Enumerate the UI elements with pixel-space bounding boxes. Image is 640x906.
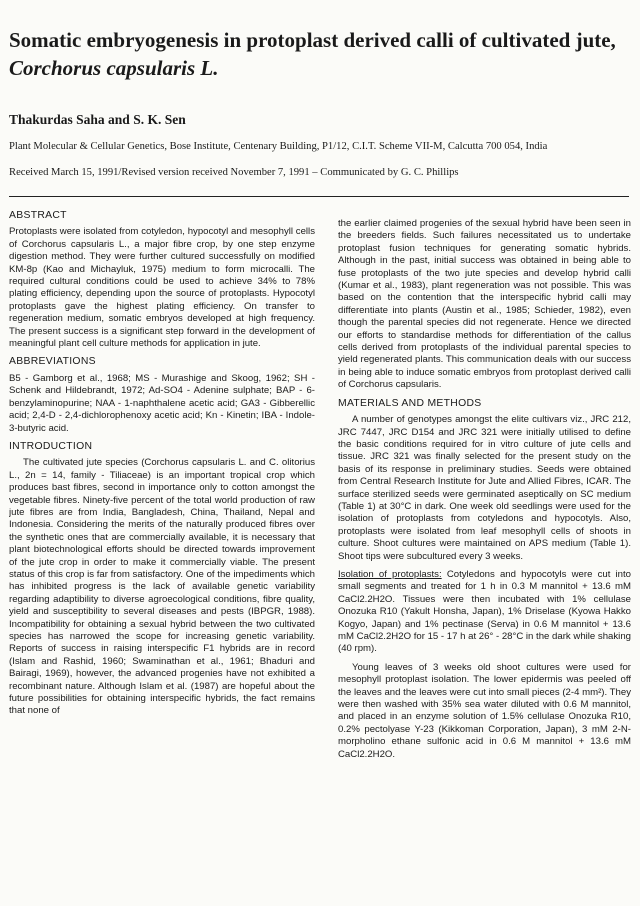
isolation-text: Cotyledons and hypocotyls were cut into small segments and treated for 1 h in 0.3 M mannitol + 13.6 mM CaCl2.2H2O. Tissues were then incubated with 1% cellulase Onozuka R10 (Yakult Honsha, Japan), 1% Driselase (Kyowa Hakko Kogyo, Japan) and 1% pectinase (Serva) in 0.6 M mannitol + 13.6 mM CaCl2.2H2O for 15 - 17 h at 26° - 28°C in the dark while shaking (40 rpm). — [338, 568, 631, 655]
affiliation: Plant Molecular & Cellular Genetics, Bose Institute, Centenary Building, P1/12, C.I.T. Scheme VII-M, Calcutta 700 054, India — [9, 141, 548, 152]
header-divider — [9, 196, 629, 197]
abstract-heading: ABSTRACT — [9, 210, 67, 221]
methods-paragraph-3: Young leaves of 3 weeks old shoot cultures were used for mesophyll protoplast isolation. The lower epidermis was peeled off the leaves and the leaves were cut into small pieces (2-4 mm²). They were then washed with 35% sea water diluted with 0.6 M mannitol, and placed in an enzyme solution of 1.5% cellulase Onozuka R10, 0.2% pectolyase Y-23 (Kikkoman Corporation, Japan), 3 mM 2-N-morpholino ethane sulfonic acid in 0.6 M mannitol + 13.6 mM CaCl2.2H2O. — [338, 661, 631, 760]
methods-heading: MATERIALS AND METHODS — [338, 397, 482, 409]
abbreviations-heading: ABBREVIATIONS — [9, 356, 96, 368]
introduction-continued-text: the earlier claimed progenies of the sexual hybrid have been seen in the breeders fields. Such failures necessitated us to undertake protoplast fusion techniques for generating somatic hybrids. Although in the past, initial success was obtained in being able to fuse protoplasts of the two jute species and develop hybrid calli (Kumar et al., 1983), plant regeneration was not possible. This was based on the contention that the interspecific hybrid calli may differentiate into plants (Austin et al., 1985; Schieder, 1982), even though the parental species did not regenerate. Hence we directed our efforts to standardise methods for differentiation of the callus cells derived from protoplasts of the individual parental species to yield regenerated plants. This communication deals with our success in being able to induce somatic embryos from protoplast derived calli of Corchorus capsularis. — [338, 218, 631, 391]
abstract-text: Protoplasts were isolated from cotyledon, hypocotyl and mesophyll cells of Corchorus capsularis L., a major fibre crop, by one step enzyme digestion method. They were further cultured successfully on modified KM-8p (Kao and Michayluk, 1975) medium to form microcalli. The required cultural conditions could be used to achieve 34% to 78% plating efficiency, depending upon the source of protoplasts. Hypocotyl protoplasts gave the highest plating efficiency. On transfer to regeneration medium, somatic embryos developed at high frequency. The present success is a significant step forward in the development of meaningful plant cell culture methods for application in jute. — [9, 226, 315, 350]
title-line-1: Somatic embryogenesis in protoplast derived calli of cultivated jute, — [9, 28, 616, 52]
received-dates: Received March 15, 1991/Revised version received November 7, 1991 – Communicated by G. C. Phillips — [9, 167, 459, 178]
title-line-2: Corchorus capsularis L. — [9, 56, 219, 80]
introduction-text: The cultivated jute species (Corchorus capsularis L. and C. olitorius L., 2n = 14, family - Tiliaceae) is an important tropical crop which produces bast fibres, second in importance only to cotton amongst the vegetable fibres. Ninety-five percent of the total world production of raw jute fibres are from India, Bangladesh, China, Thailand, Nepal and Indonesia. Considering the merits of the naturally produced fibres over the synthetic ones that are commercially available, it is necessary that plant biotechnological efforts should be directed towards improvement of the jute crop in order to make it commercially viable. The present status of this crop is far from satisfactory. One of the impediments which has inhibited progress is the lack of available genetic variability regarding adaptibility to diverse agroecological conditions, fibre quality, yield and susceptibility to several diseases and pests (IBPGR, 1988). Incompatibility for obtaining a sexual hybrid between the two cultivated species has narrowed the scope for increasing genetic variability. Reports of success in raising interspecific F1 hybrids are in record (Islam and Rashid, 1960; Swaminathan et al., 1961; Bhaduri and Bairagi, 1969), however, the advanced progenies have not exhibited a recombinant nature. Although Islam et al. (1987) are hopeful about the future possibilities for obtaining interspecific hybrids, the fact remains that none of — [9, 457, 315, 717]
abbreviations-text: B5 - Gamborg et al., 1968; MS - Murashige and Skoog, 1962; SH - Schenk and Hildebrandt, 1972; Ad-SO4 - Adenine sulphate; BAP - 6-benzylaminopurine; NAA - 1-naphthalene acetic acid; GA3 - Gibberellic acid; 2,4-D - 2,4-dichlorophenoxy acetic acid; Kn - Kinetin; IBA - Indole-3-butyric acid. — [9, 372, 315, 434]
right-column — [338, 218, 631, 906]
introduction-heading: INTRODUCTION — [9, 440, 93, 452]
methods-paragraph-2 — [338, 569, 631, 656]
authors: Thakurdas Saha and S. K. Sen — [9, 112, 186, 127]
isolation-subheading: Isolation of protoplasts: — [338, 568, 442, 580]
paper-title — [9, 26, 629, 82]
methods-paragraph-1: A number of genotypes amongst the elite cultivars viz., JRC 212, JRC 7447, JRC D154 and JRC 321 were initially utilised to define the basic conditions required for in vitro culture of jute cells and tissue. JRC 321 was finally selected for the present study on the basis of its response in preliminary studies. Seeds were obtained from Central Research Institute for Jute and Allied Fibres, ICAR. The surface sterilized seeds were germinated aseptically on SC medium (Table 1) at 30°C in dark. One week old seedlings were used for the isolation of protoplasts from cotyledons and hypocotyls. Also, protoplasts were isolated from leaf mesophyll cells of shoots in culture. Shoot cultures were maintained on APS medium (Table 1). Shoot tips were subcultured every 3 weeks. — [338, 414, 631, 562]
left-column — [9, 210, 315, 898]
